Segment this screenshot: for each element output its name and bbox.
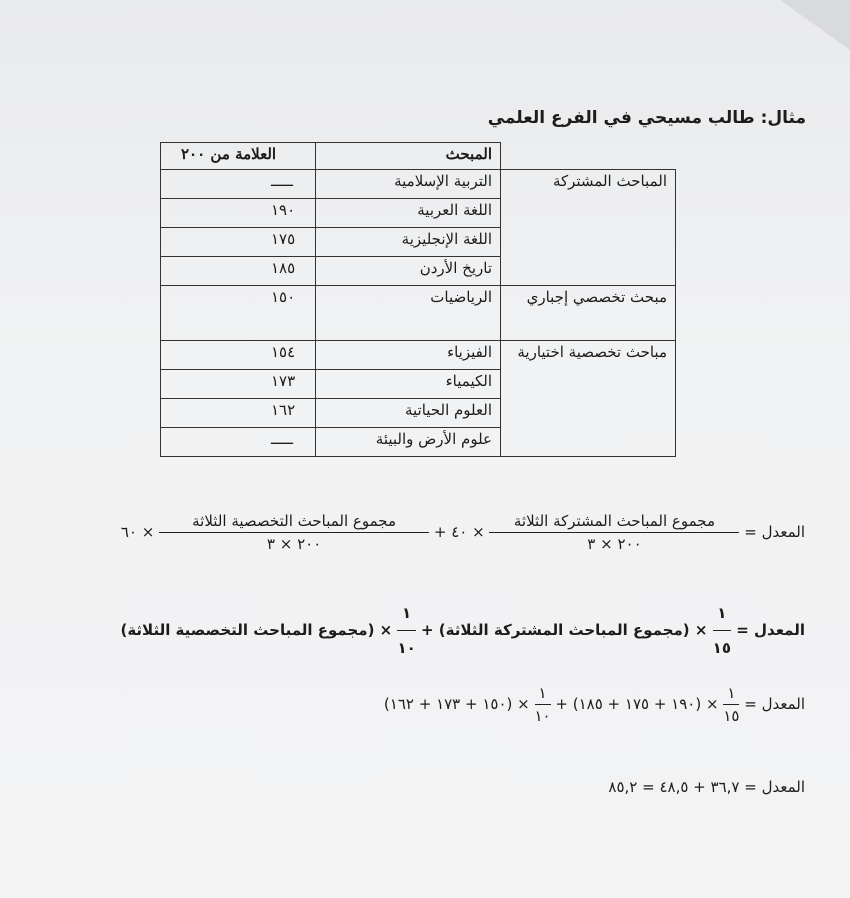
mark-cell: ١٦٢ [161, 399, 316, 428]
mark-cell: ١٨٥ [161, 257, 316, 286]
table-row [161, 286, 676, 341]
eq1-fraction-1 [489, 512, 739, 553]
mark-cell: ١٥٠ [161, 286, 316, 341]
eq1-denominator-2: ٢٠٠ × ٣ [266, 535, 322, 553]
category-cell: مبحث تخصصي إجباري [501, 286, 676, 341]
subject-cell: اللغة العربية [316, 199, 501, 228]
subject-cell: تاريخ الأردن [316, 257, 501, 286]
eq1-multiplier-1: × ٤٠ + [433, 523, 485, 541]
subject-cell: الفيزياء [316, 341, 501, 370]
subject-cell: الكيمياء [316, 370, 501, 399]
table-header-row [161, 143, 676, 170]
header-subject: المبحث [316, 143, 501, 170]
example-title: مثال: طالب مسيحي في الفرع العلمي [487, 108, 806, 128]
eq2-fraction-2 [397, 598, 415, 663]
eq3-fraction-2 [535, 684, 551, 725]
eq2-denominator-1: ١٥ [712, 639, 731, 657]
eq3-fraction-1 [723, 684, 739, 725]
subject-cell: العلوم الحياتية [316, 399, 501, 428]
mark-cell: ـــــ [161, 170, 316, 199]
mark-cell: ١٧٥ [161, 228, 316, 257]
subject-cell: علوم الأرض والبيئة [316, 428, 501, 457]
eq2-term-1: × (مجموع المباحث المشتركة الثلاثة) + [421, 621, 708, 639]
eq2-term-2: × (مجموع المباحث التخصصية الثلاثة) [120, 621, 393, 639]
eq2-numerator-2: ١ [397, 598, 415, 631]
mark-cell: ١٥٤ [161, 341, 316, 370]
category-cell: المباحث المشتركة [501, 170, 676, 286]
equation-1 [121, 512, 805, 553]
page-fold [780, 0, 850, 50]
subject-cell: التربية الإسلامية [316, 170, 501, 199]
table-row [161, 170, 676, 199]
category-cell: مباحث تخصصية اختيارية [501, 341, 676, 457]
mark-cell: ١٧٣ [161, 370, 316, 399]
eq2-numerator-1: ١ [713, 598, 731, 631]
eq1-numerator-2: مجموع المباحث التخصصية الثلاثة [159, 512, 429, 533]
eq2-denominator-2: ١٠ [397, 639, 416, 657]
eq1-denominator-1: ٢٠٠ × ٣ [587, 535, 642, 553]
table-row [161, 341, 676, 370]
mark-cell: ١٩٠ [161, 199, 316, 228]
eq3-denominator-1: ١٥ [723, 707, 740, 725]
eq1-numerator-1: مجموع المباحث المشتركة الثلاثة [489, 512, 739, 533]
eq1-multiplier-2: × ٦٠ [120, 523, 155, 541]
eq3-term-1: × (١٩٠ + ١٧٥ + ١٨٥) + [555, 695, 719, 713]
subject-cell: اللغة الإنجليزية [316, 228, 501, 257]
equation-4: المعدل = ٣٦,٧ + ٤٨,٥ = ٨٥,٢ [608, 778, 805, 796]
equation-3 [384, 684, 805, 725]
grades-table [160, 142, 676, 457]
eq2-lhs: المعدل = [736, 621, 805, 639]
header-mark: العلامة من ٢٠٠ [161, 143, 316, 170]
subject-cell: الرياضيات [316, 286, 501, 341]
equation-2 [25, 598, 805, 663]
eq1-lhs: المعدل = [744, 523, 805, 541]
eq3-denominator-2: ١٠ [534, 707, 551, 725]
eq1-fraction-2 [159, 512, 429, 553]
eq3-numerator-2: ١ [535, 684, 551, 705]
eq3-lhs: المعدل = [744, 695, 805, 713]
eq3-term-2: × (١٥٠ + ١٧٣ + ١٦٢) [383, 695, 530, 713]
mark-cell: ـــــ [161, 428, 316, 457]
eq2-fraction-1 [713, 598, 731, 663]
header-empty-cell [501, 143, 676, 170]
eq3-numerator-1: ١ [723, 684, 739, 705]
